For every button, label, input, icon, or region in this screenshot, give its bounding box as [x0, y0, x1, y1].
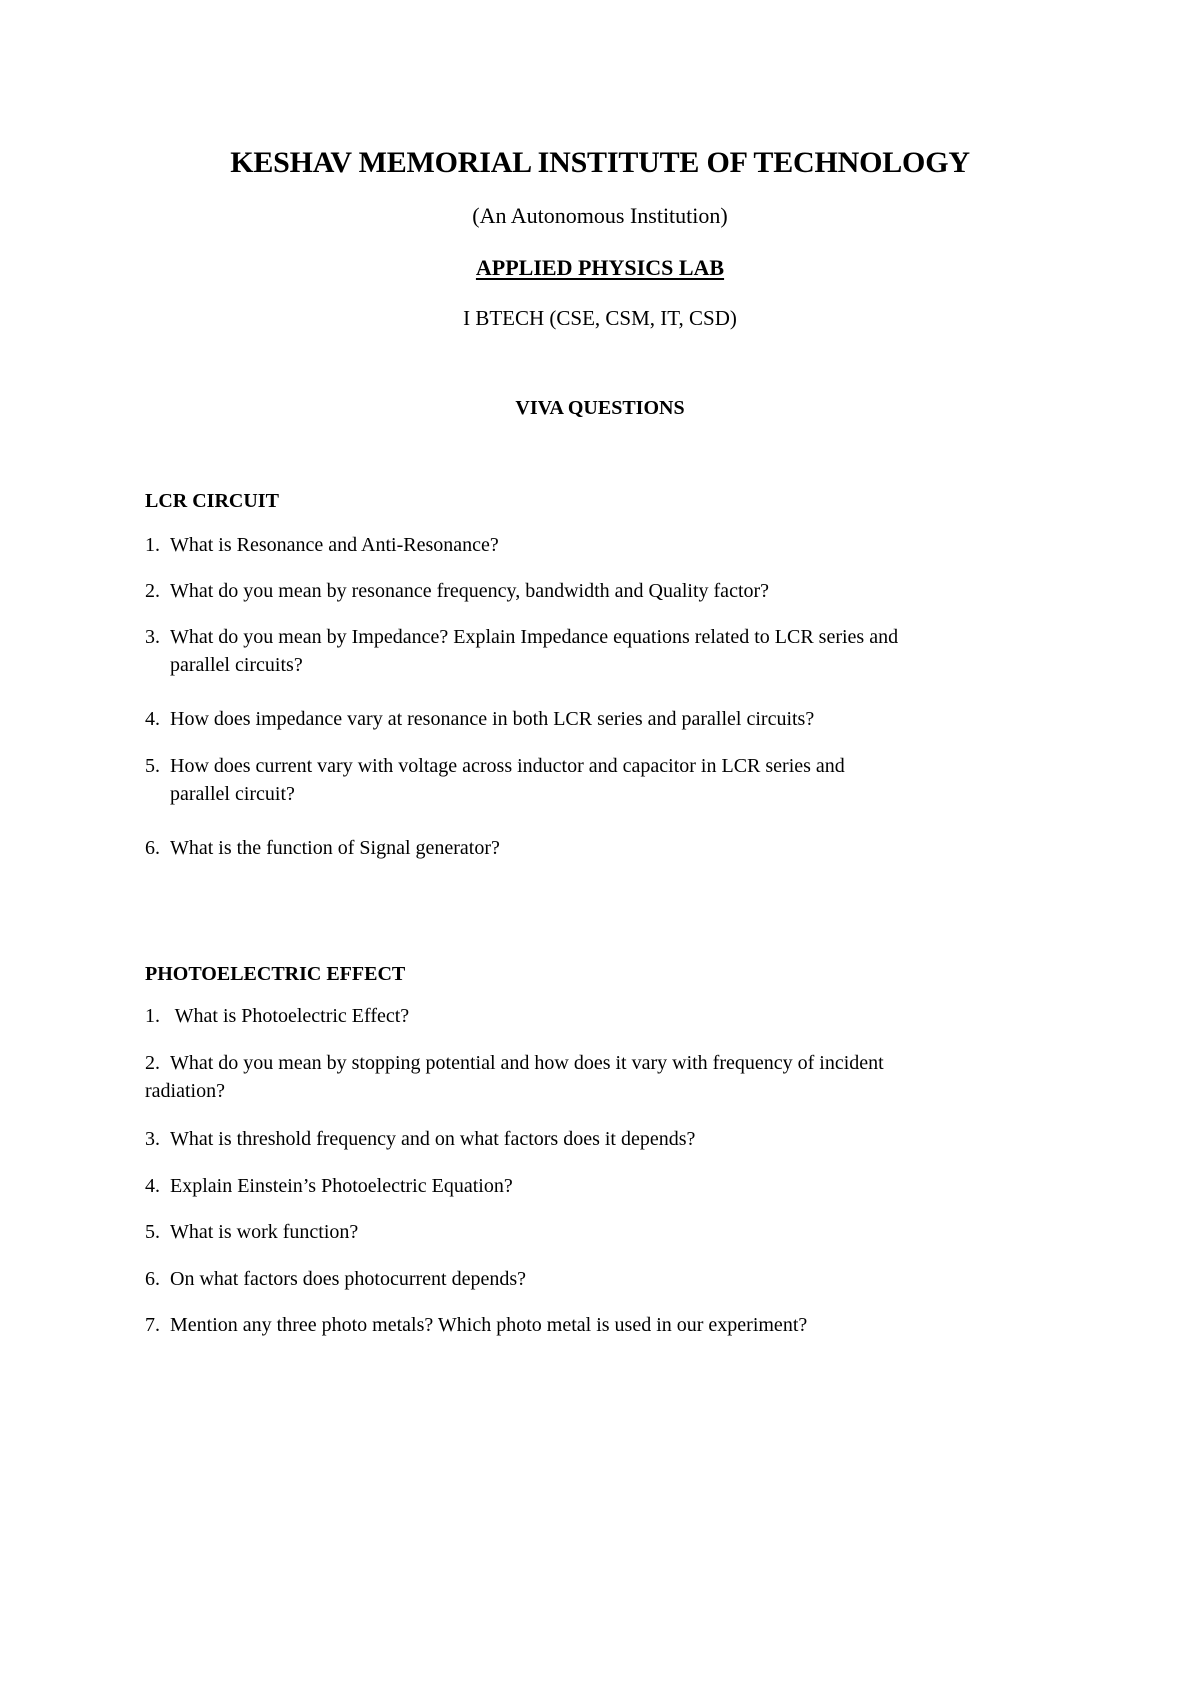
question-text: On what factors does photocurrent depends?	[170, 1268, 526, 1290]
section-title-lcr: LCR CIRCUIT	[145, 490, 279, 512]
list-item	[145, 1172, 513, 1200]
question-text-continued: radiation?	[145, 1080, 225, 1102]
question-text-continued: parallel circuits?	[170, 654, 303, 676]
question-number: 3.	[145, 1128, 160, 1150]
list-item	[145, 1218, 358, 1246]
list-item	[145, 531, 499, 559]
question-number: 1.	[145, 534, 160, 556]
question-text: What is Resonance and Anti-Resonance?	[170, 534, 499, 556]
section-title-photoelectric: PHOTOELECTRIC EFFECT	[145, 963, 406, 985]
question-number: 1.	[145, 1005, 160, 1027]
question-number: 2.	[145, 1052, 160, 1074]
list-item	[145, 1002, 409, 1030]
question-text: What do you mean by Impedance? Explain Impedance equations related to LCR series and	[170, 626, 899, 648]
question-text: What is the function of Signal generator?	[170, 837, 500, 859]
list-item	[145, 1311, 807, 1339]
list-item	[145, 577, 769, 605]
list-item	[145, 1265, 526, 1293]
question-text: How does current vary with voltage across inductor and capacitor in LCR series and	[170, 755, 845, 777]
lcr-section	[145, 490, 1075, 859]
question-number: 5.	[145, 755, 160, 777]
question-number: 7.	[145, 1314, 160, 1336]
question-number: 4.	[145, 1175, 160, 1197]
question-number: 6.	[145, 837, 160, 859]
question-number: 6.	[145, 1268, 160, 1290]
list-item	[145, 623, 898, 679]
question-text: Explain Einstein’s Photoelectric Equation?	[170, 1175, 513, 1197]
question-text: What do you mean by stopping potential and how does it vary with frequency of incident	[170, 1052, 884, 1074]
question-text: What is Photoelectric Effect?	[170, 1005, 410, 1027]
question-text: What is work function?	[170, 1221, 359, 1243]
photoelectric-section	[145, 963, 1075, 1336]
lab-title: APPLIED PHYSICS LAB	[475, 255, 725, 280]
question-number: 3.	[145, 626, 160, 648]
question-text: Mention any three photo metals? Which photo metal is used in our experiment?	[170, 1314, 808, 1336]
question-text: What do you mean by resonance frequency, bandwidth and Quality factor?	[170, 580, 770, 602]
institute-name: KESHAV MEMORIAL INSTITUTE OF TECHNOLOGY	[230, 146, 970, 179]
list-item	[145, 705, 814, 733]
list-item	[145, 1125, 695, 1153]
list-item	[145, 1049, 884, 1105]
question-text-continued: parallel circuit?	[170, 783, 295, 805]
question-number: 2.	[145, 580, 160, 602]
viva-heading: VIVA QUESTIONS	[515, 397, 685, 419]
list-item	[145, 752, 845, 808]
list-item	[145, 834, 500, 862]
course-line: I BTECH (CSE, CSM, IT, CSD)	[463, 306, 737, 330]
question-text: How does impedance vary at resonance in both LCR series and parallel circuits?	[170, 708, 815, 730]
institute-subtitle: (An Autonomous Institution)	[472, 203, 728, 228]
question-number: 4.	[145, 708, 160, 730]
question-text: What is threshold frequency and on what factors does it depends?	[170, 1128, 696, 1150]
question-number: 5.	[145, 1221, 160, 1243]
